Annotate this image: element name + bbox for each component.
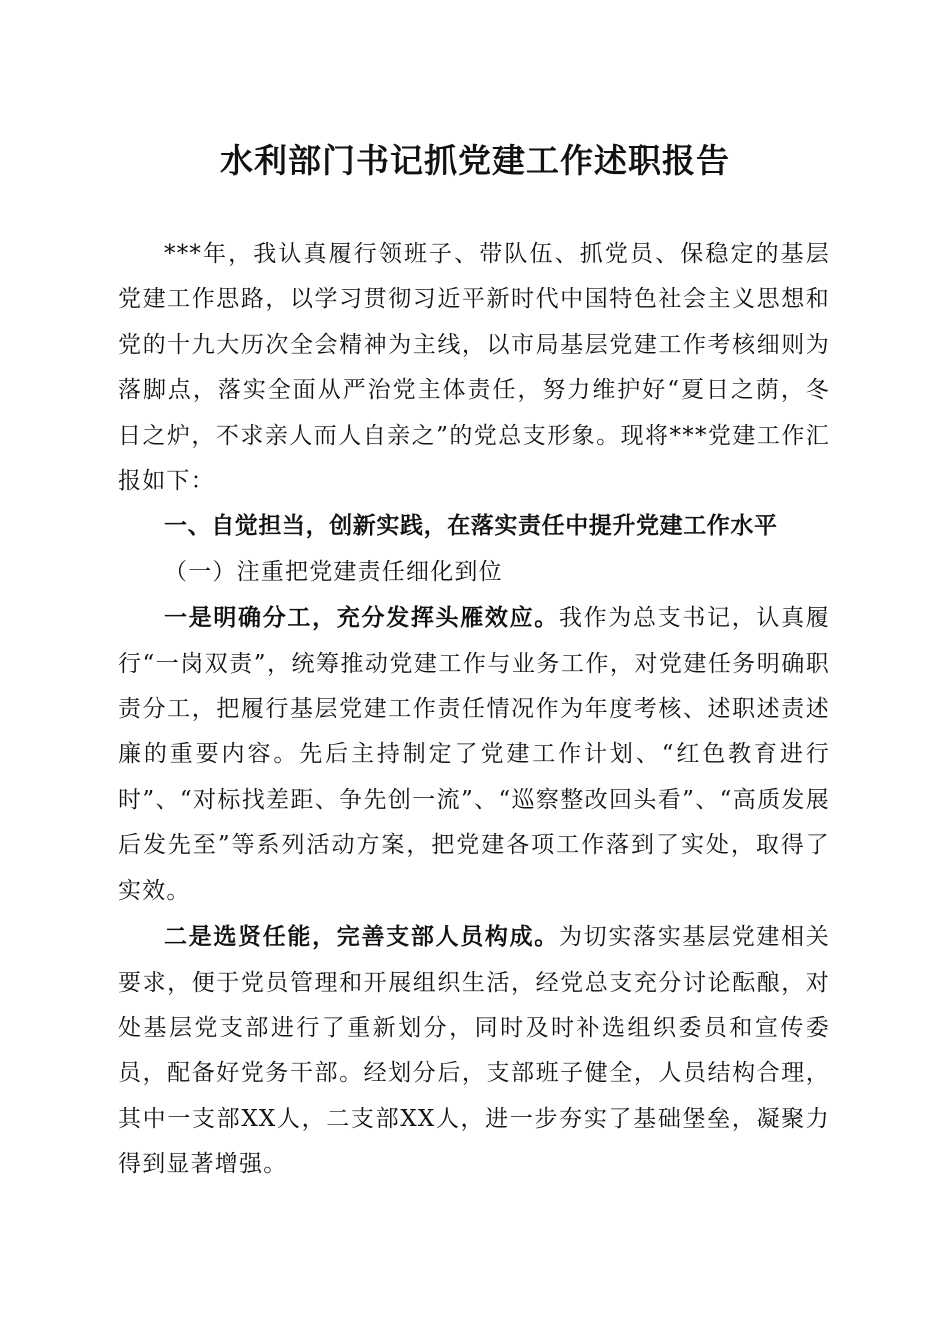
paragraph-text: 我作为总支书记，认真履行“一岗双责”，统筹推动党建工作与业务工作，对党建任务明确职责分工，把履行基层党建工作责任情况作为年度考核、述职述责述廉的重要内容。先后主持制定了党建工作计划、“红色教育进行时”、“对标找差距、争先创一流”、“巡察整改回头看”、“高质发展后发先至”等系列活动方案，把党建各项工作落到了实处，取得了实效。 (118, 605, 830, 904)
document-body (118, 232, 830, 1188)
paragraph-lead: 二是选贤任能，完善支部人员构成。 (164, 923, 559, 951)
subsection-heading: （一）注重把党建责任细化到位 (164, 558, 503, 585)
document-title: 水利部门书记抓党建工作述职报告 (220, 141, 730, 180)
paragraph-text: 为切实落实基层党建相关要求，便于党员管理和开展组织生活，经党总支充分讨论酝酿，对处基层党支部进行了重新划分，同时及时补选组织委员和宣传委员，配备好党务干部。经划分后，支部班子健全，人员结构合理，其中一支部XX人，二支部XX人，进一步夯实了基础堡垒，凝聚力得到显著增强。 (118, 924, 830, 1178)
paragraph-division-of-labor (118, 595, 830, 914)
section-heading: 一、自觉担当，创新实践，在落实责任中提升党建工作水平 (164, 513, 778, 540)
intro-paragraph: ***年，我认真履行领班子、带队伍、抓党员、保稳定的基层党建工作思路，以学习贯彻习近平新时代中国特色社会主义思想和党的十九大历次全会精神为主线，以市局基层党建工作考核细则为落脚点，落实全面从严治党主体责任，努力维护好“夏日之荫，冬日之炉，不求亲人而人自亲之”的党总支形象。现将***党建工作汇报如下： (118, 241, 830, 495)
paragraph-personnel (118, 914, 830, 1187)
paragraph-lead: 一是明确分工，充分发挥头雁效应。 (164, 604, 559, 632)
